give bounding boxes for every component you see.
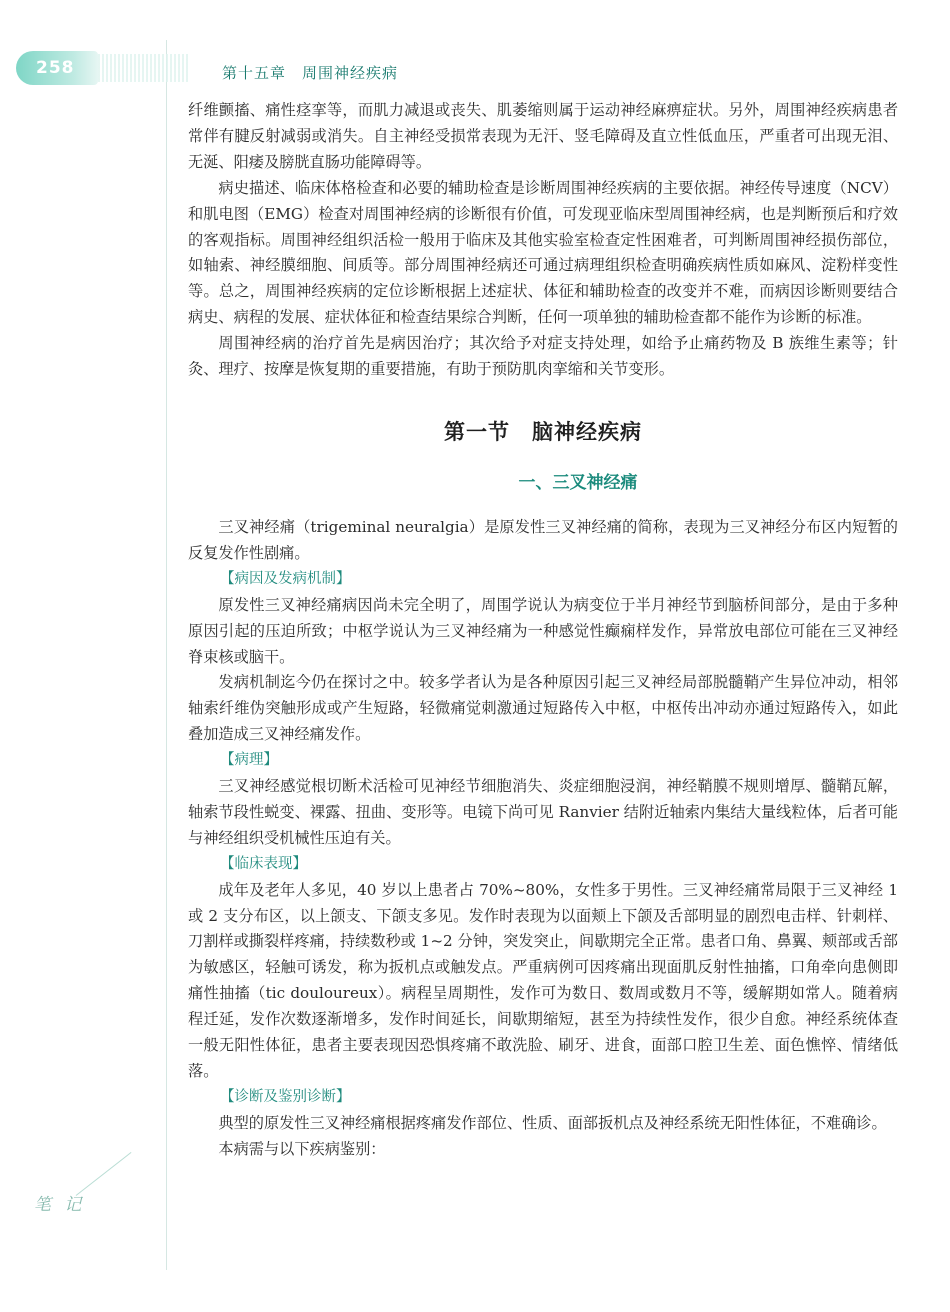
heading-pathology: 【病理】	[220, 752, 278, 769]
paragraph: 病史描述、临床体格检查和必要的辅助检查是诊断周围神经疾病的主要依据。神经传导速度（NCV）和肌电图（EMG）检查对周围神经病的诊断很有价值，可发现亚临床型周围神经病，也是判断预后和疗效的客观指标。周围神经组织活检一般用于临床及其他实验室检查定性困难者，可判断周围神经损伤部位，如轴索、神经膜细胞、间质等。部分周围神经病还可通过病理组织检查明确疾病性质如麻风、淀粉样变性等。总之，周围神经疾病的定位诊断根据上述症状、体征和辅助检查的改变并不难，而病因诊断则要结合病史、病程的发展、症状体征和检查结果综合判断，任何一项单独的辅助检查都不能作为诊断的标准。	[188, 178, 898, 327]
left-margin-column	[0, 0, 166, 1312]
paragraph: 三叉神经感觉根切断术活检可见神经节细胞消失、炎症细胞浸润，神经鞘膜不规则增厚、髓鞘瓦解，轴索节段性蜕变、裸露、扭曲、变形等。电镜下尚可见 Ranvier 结附近轴索内集结大量线粒体，后者可能与神经组织受机械性压迫有关。	[188, 777, 898, 847]
heading-diagnosis: 【诊断及鉴别诊断】	[220, 1088, 351, 1105]
paragraph: 纤维颤搐、痛性痉挛等，而肌力减退或丧失、肌萎缩则属于运动神经麻痹症状。另外，周围神经疾病患者常伴有腱反射减弱或消失。自主神经受损常表现为无汗、竖毛障碍及直立性低血压，严重者可出现无泪、无涎、阳痿及膀胱直肠功能障碍等。	[188, 101, 898, 171]
page-body	[188, 98, 898, 1163]
paragraph: 发病机制迄今仍在探讨之中。较多学者认为是各种原因引起三叉神经局部脱髓鞘产生异位冲动，相邻轴索纤维伪突触形成或产生短路，轻微痛觉刺激通过短路传入中枢，中枢传出冲动亦通过短路传入，如此叠加造成三叉神经痛发作。	[188, 673, 898, 744]
paragraph: 原发性三叉神经痛病因尚未完全明了，周围学说认为病变位于半月神经节到脑桥间部分，是由于多种原因引起的压迫所致；中枢学说认为三叉神经痛为一种感觉性癫痫样发作，异常放电部位可能在三叉神经脊束核或脑干。	[188, 595, 898, 666]
paragraph: 典型的原发性三叉神经痛根据疼痛发作部位、性质、面部扳机点及神经系统无阳性体征，不难确诊。	[218, 1113, 887, 1132]
paragraph: 周围神经病的治疗首先是病因治疗；其次给予对症支持处理，如给予止痛药物及 B 族维生素等；针灸、理疗、按摩是恢复期的重要措施，有助于预防肌肉挛缩和关节变形。	[188, 334, 898, 379]
header-decoration	[98, 54, 188, 82]
heading-clinical: 【临床表现】	[220, 855, 307, 872]
paragraph: 本病需与以下疾病鉴别：	[218, 1139, 386, 1158]
heading-etiology: 【病因及发病机制】	[220, 570, 351, 587]
definition-paragraph: 三叉神经痛（trigeminal neuralgia）是原发性三叉神经痛的简称，表现为三叉神经分布区内短暂的反复发作性剧痛。	[188, 517, 898, 562]
margin-rule	[166, 40, 167, 1270]
page-number-badge: 258	[16, 51, 98, 85]
paragraph: 成年及老年人多见，40 岁以上患者占 70%~80%，女性多于男性。三叉神经痛常局限于三叉神经 1 或 2 支分布区，以上颌支、下颌支多见。发作时表现为以面颊上下颌及舌部明显的剧烈电击样、针刺样、刀割样或撕裂样疼痛，持续数秒或 1~2 分钟，突发突止，间歇期完全正常。患者口角、鼻翼、颊部或舌部为敏感区，轻触可诱发，称为扳机点或触发点。严重病例可因疼痛出现面肌反射性抽搐，口角牵向患侧即痛性抽搐（tic douloureux）。病程呈周期性，发作可为数日、数周或数月不等，缓解期如常人。随着病程迁延，发作次数逐渐增多，发作时间延长，间歇期缩短，甚至为持续性发作，很少自愈。神经系统体查一般无阳性体征，患者主要表现因恐惧疼痛不敢洗脸、刷牙、进食，面部口腔卫生差、面色憔悴、情绪低落。	[188, 880, 898, 1080]
section-title: 第一节 脑神经疾病	[444, 419, 642, 444]
running-title: 第十五章 周围神经疾病	[222, 64, 399, 82]
notes-label: 笔 记	[34, 1195, 86, 1215]
subsection-title: 一、三叉神经痛	[518, 472, 638, 493]
